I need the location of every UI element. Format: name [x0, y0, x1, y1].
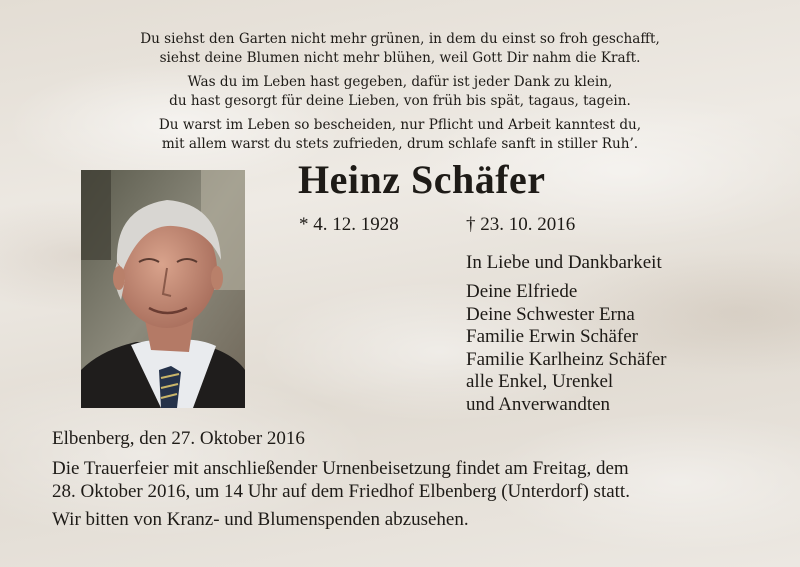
poem-line: Du siehst den Garten nicht mehr grünen, in dem du einst so froh geschafft,	[140, 31, 660, 47]
ceremony-line: 28. Oktober 2016, um 14 Uhr auf dem Friedhof Elbenberg (Unterdorf) statt.	[52, 481, 630, 502]
death-date: † 23. 10. 2016	[466, 214, 576, 235]
poem-line: mit allem warst du stets zufrieden, drum schlafe sanft in stiller Ruh’.	[161, 135, 639, 152]
poem-stanza-1	[80, 30, 720, 67]
list-item: Deine Schwester Erna	[466, 303, 635, 325]
ceremony-line: Die Trauerfeier mit anschließender Urnenbeisetzung findet am Freitag, dem	[52, 458, 629, 479]
birth-date: * 4. 12. 1928	[299, 214, 399, 235]
deceased-name: Heinz Schäfer	[298, 157, 546, 202]
mourners-list	[466, 281, 666, 416]
list-item: und Anverwandten	[466, 393, 611, 415]
gratitude-line: In Liebe und Dankbarkeit	[466, 252, 662, 273]
poem	[80, 30, 720, 159]
list-item: Familie Karlheinz Schäfer	[466, 348, 667, 370]
portrait-image	[81, 170, 245, 408]
poem-line: Du warst im Leben so bescheiden, nur Pflicht und Arbeit kanntest du,	[158, 117, 642, 133]
list-item: alle Enkel, Urenkel	[466, 371, 614, 392]
poem-line: siehst deine Blumen nicht mehr blühen, weil Gott Dir nahm die Kraft.	[159, 49, 641, 66]
list-item: Deine Elfriede	[466, 281, 578, 302]
ceremony-info	[52, 457, 752, 503]
place-and-date: Elbenberg, den 27. Oktober 2016	[52, 428, 305, 449]
list-item: Familie Erwin Schäfer	[466, 326, 639, 347]
poem-line: Was du im Leben hast gegeben, dafür ist jeder Dank zu klein,	[187, 74, 613, 90]
portrait-photo	[81, 170, 245, 408]
poem-stanza-2	[80, 73, 720, 110]
poem-stanza-3	[80, 116, 720, 153]
poem-line: du hast gesorgt für deine Lieben, von früh bis spät, tagaus, tagein.	[169, 92, 631, 109]
donation-request: Wir bitten von Kranz- und Blumenspenden abzusehen.	[52, 509, 469, 530]
